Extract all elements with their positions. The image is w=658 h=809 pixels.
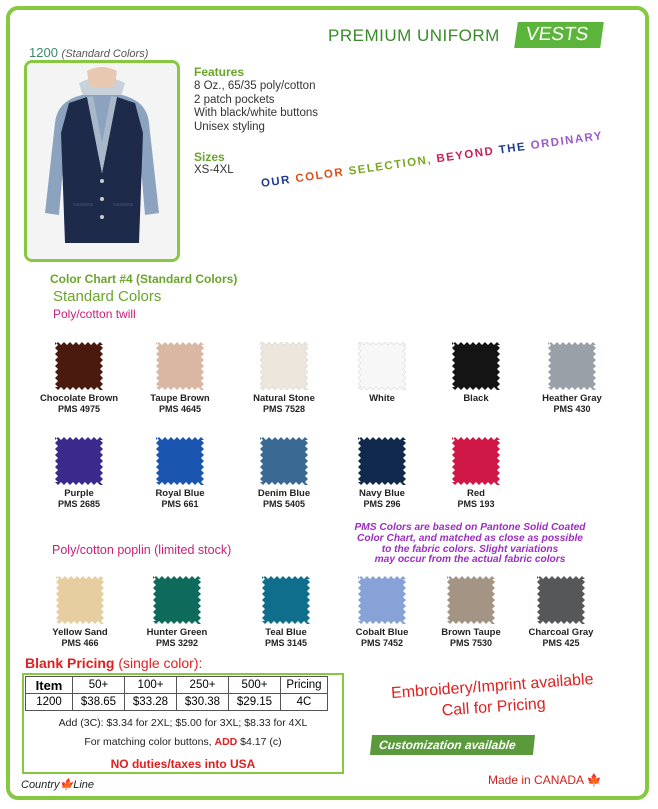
color-swatch — [358, 342, 406, 390]
color-swatch — [260, 437, 308, 485]
color-pms-code: PMS 7452 — [360, 638, 404, 648]
slogan-word: SELECTION, — [347, 153, 438, 178]
color-name: Purple — [64, 488, 94, 499]
color-swatch-item — [334, 576, 430, 649]
color-name: Denim Blue — [257, 488, 311, 499]
color-pms-code: PMS 193 — [457, 499, 495, 509]
color-swatch-item — [238, 576, 334, 649]
color-swatch — [548, 342, 596, 390]
table-row — [26, 694, 328, 711]
slogan-word: BEYOND — [435, 144, 500, 166]
color-swatch-item — [32, 576, 128, 649]
pricing-heading-note: (single color): — [118, 655, 203, 671]
slogan-word: OUR — [260, 173, 297, 190]
table-header-cell: Item — [26, 677, 73, 694]
color-swatch — [260, 342, 308, 390]
color-swatch — [452, 342, 500, 390]
color-pms-code: PMS 3145 — [264, 638, 308, 648]
color-swatch-item — [513, 576, 609, 649]
table-header-cell: Pricing — [281, 677, 328, 694]
color-name: Taupe Brown — [150, 393, 210, 404]
color-pms-code: PMS 425 — [542, 638, 580, 648]
color-swatch — [153, 576, 201, 624]
color-name: Natural Stone — [253, 393, 315, 404]
color-swatch — [262, 576, 310, 624]
header-vests-banner: VESTS — [514, 22, 604, 48]
color-name: Royal Blue — [155, 488, 205, 499]
color-swatch-item — [31, 437, 127, 510]
color-name: Cobalt Blue — [355, 627, 409, 638]
color-pms-code: PMS 296 — [363, 499, 401, 509]
embroidery-line-2: Call for Pricing — [441, 695, 547, 720]
header-title: PREMIUM UNIFORM — [328, 26, 500, 45]
color-name: Yellow Sand — [52, 627, 108, 638]
table-header-cell: 100+ — [125, 677, 177, 694]
pms-note-line: may occur from the actual fabric colors — [374, 554, 566, 566]
color-swatch-item — [428, 342, 524, 404]
color-swatch-item — [132, 437, 228, 510]
table-header-cell: 500+ — [229, 677, 281, 694]
customization-banner: Customization available — [370, 735, 535, 755]
table-row — [26, 677, 328, 694]
country-line-logo: Country🍁Line — [21, 779, 95, 791]
color-chart-heading: Color Chart #4 (Standard Colors) — [50, 272, 238, 286]
feature-item: With black/white buttons — [194, 107, 319, 119]
color-name: Teal Blue — [265, 627, 307, 638]
color-swatch-item — [423, 576, 519, 649]
twill-label: Poly/cotton twill — [53, 307, 136, 321]
embroidery-line-1: Embroidery/Imprint available — [390, 670, 594, 703]
color-swatch-item — [132, 342, 228, 415]
slogan-word: THE — [498, 140, 532, 157]
color-pms-code: PMS 4645 — [158, 404, 202, 414]
color-swatch — [156, 342, 204, 390]
product-photo — [24, 60, 180, 262]
color-name: Heather Gray — [542, 393, 602, 404]
color-swatch — [358, 437, 406, 485]
table-header-cell: 50+ — [73, 677, 125, 694]
slogan-word: COLOR — [294, 165, 350, 186]
color-pms-code: PMS 7530 — [449, 638, 493, 648]
no-duties-notice: NO duties/taxes into USA — [110, 757, 256, 771]
color-pms-code: PMS 661 — [161, 499, 199, 509]
color-swatch — [447, 576, 495, 624]
pms-note-line: to the fabric colors. Slight variations — [381, 543, 559, 555]
color-swatch-item — [236, 437, 332, 510]
table-header-cell: 250+ — [177, 677, 229, 694]
color-swatch — [452, 437, 500, 485]
table-cell: 1200 — [26, 694, 73, 711]
color-name: Navy Blue — [359, 488, 405, 499]
maple-leaf-icon: 🍁 — [586, 773, 602, 787]
table-cell: $33.28 — [125, 694, 177, 711]
table-cell: $30.38 — [177, 694, 229, 711]
color-swatch — [537, 576, 585, 624]
feature-item: Unisex styling — [194, 120, 265, 133]
vest-illustration — [27, 63, 177, 259]
color-name: Chocolate Brown — [39, 393, 119, 404]
color-swatch — [55, 342, 103, 390]
table-cell: 4C — [281, 694, 328, 711]
feature-item: 2 patch pockets — [194, 93, 275, 106]
color-swatch-item — [524, 342, 620, 415]
features-heading: Features — [194, 65, 245, 79]
color-pms-code: PMS 7528 — [262, 404, 306, 414]
color-name: Hunter Green — [146, 627, 208, 638]
pricing-table — [25, 676, 328, 711]
standard-colors-heading: Standard Colors — [53, 288, 162, 305]
color-swatch-item — [129, 576, 225, 649]
table-cell: $29.15 — [229, 694, 281, 711]
maple-leaf-icon: 🍁 — [59, 779, 74, 791]
color-name: Red — [467, 488, 485, 499]
color-swatch-item — [31, 342, 127, 415]
color-pms-code: PMS 4975 — [57, 404, 101, 414]
color-swatch-item — [428, 437, 524, 510]
sizes-heading: Sizes — [194, 150, 225, 164]
color-pms-code: PMS 5405 — [262, 499, 306, 509]
color-swatch-item — [334, 342, 430, 404]
pms-note-line: Color Chart, and matched as close as possible — [357, 532, 583, 544]
color-pms-code: PMS 466 — [61, 638, 99, 648]
color-name: Black — [463, 393, 489, 404]
features-list — [194, 80, 318, 134]
color-pms-code: PMS 2685 — [57, 499, 101, 509]
pms-note-line: PMS Colors are based on Pantone Solid Coated — [354, 522, 586, 533]
model-number: 1200 (Standard Colors) — [29, 45, 149, 60]
color-swatch-item — [334, 437, 430, 510]
slogan-word: ORDINARY — [529, 130, 604, 153]
made-in-canada: Made in CANADA 🍁 — [488, 773, 602, 787]
color-swatch — [358, 576, 406, 624]
color-name: Charcoal Gray — [528, 627, 594, 638]
size-surcharge-line: Add (3C): $3.34 for 2XL; $5.00 for 3XL; $8.33 for 4XL — [58, 717, 308, 729]
color-pms-code: PMS 3292 — [155, 638, 199, 648]
color-swatch — [156, 437, 204, 485]
color-pms-code: PMS 430 — [553, 404, 591, 414]
matching-buttons-line: For matching color buttons, ADD $4.17 (c) — [84, 736, 282, 748]
sizes-value: XS-4XL — [194, 164, 234, 176]
feature-item: 8 Oz., 65/35 poly/cotton — [194, 80, 316, 92]
table-cell: $38.65 — [73, 694, 125, 711]
color-swatch — [55, 437, 103, 485]
color-swatch — [56, 576, 104, 624]
color-name: White — [369, 393, 395, 404]
color-name: Brown Taupe — [441, 627, 501, 638]
pms-note — [325, 523, 615, 566]
poplin-label: Poly/cotton poplin (limited stock) — [52, 543, 232, 557]
color-swatch-item — [236, 342, 332, 415]
pricing-heading: Blank Pricing (single color): — [25, 655, 203, 671]
